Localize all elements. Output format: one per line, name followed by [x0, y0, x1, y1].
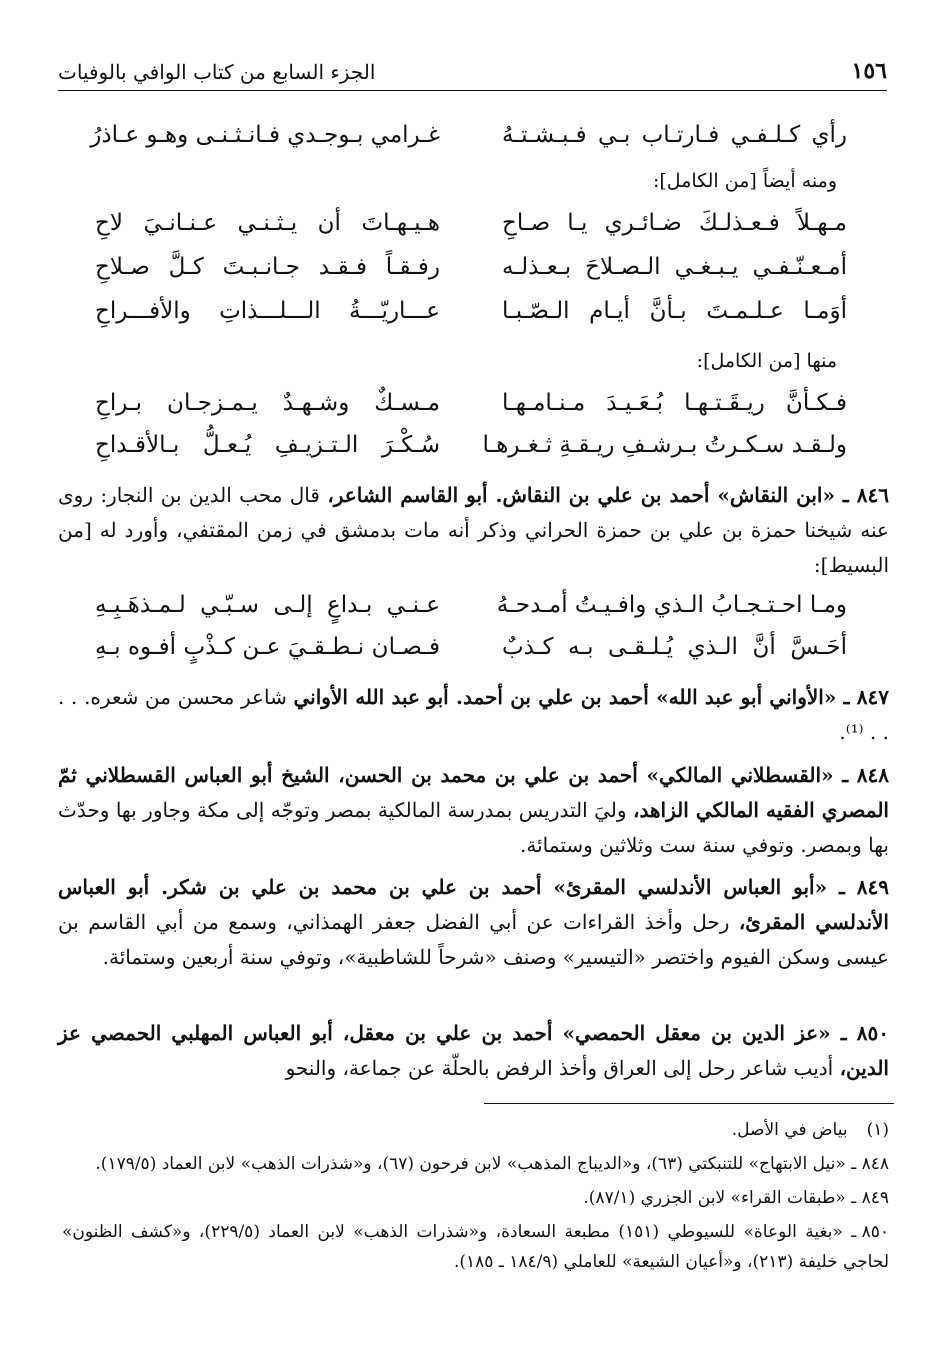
verse-line — [90, 122, 847, 164]
footnote — [62, 1149, 889, 1179]
poem-intro: منها [من الكامل]: — [696, 350, 837, 372]
footnotes — [62, 1115, 889, 1281]
verse-first-hemistich: أوَمـا عـلـمـتَ بـأنَّ أيـام الـصّـبـا — [502, 298, 847, 324]
footnote-ref: (١) — [866, 1120, 889, 1140]
entry-850 — [58, 1016, 889, 1086]
entry-848 — [58, 758, 889, 863]
entry-heading: ٨٤٦ ـ «ابن النقاش» أحمد بن علي بن النقاش. أبو القاسم الشاعر، — [327, 483, 889, 507]
footnote-ref: ٨٤٨ ـ — [851, 1154, 889, 1174]
footnote-ref: ٨٥٠ ـ — [851, 1222, 890, 1242]
footnote-ref: ٨٤٩ ـ — [851, 1188, 889, 1208]
entry-846 — [58, 478, 889, 583]
verse-line — [95, 592, 847, 634]
verse-second-hemistich: فـصـان نـطـقـيَ عـن كـذْبٍ أفـوه بـهِ — [95, 634, 440, 660]
entry-text: رحل وأخذ القراءات عن أبي الفضل جعفر الهمذاني، وسمع من أبي القاسم بن عيسى وسكن الفيوم واختصر «التيسير» وصنف «شرحاً للشاطبية»، وتوفي سنة أربعين وستمائة. — [58, 910, 889, 969]
footnote-text: «طبقات القراء» لابن الجزري (٨٧/١). — [583, 1188, 846, 1208]
verse-line — [95, 298, 847, 340]
verse-second-hemistich: سُـكْـرَ الـتـزيـفِ يُـعـلُّ بـالأقـداحِ — [95, 432, 440, 458]
entry-text: أديب شاعر رحل إلى العراق وأخذ الرفض بالحلّة عن جماعة، والنحو — [285, 1056, 840, 1080]
verse-second-hemistich: غـرامي بـوجـدي فـانـثـنـى وهـو عـاذرُ — [90, 122, 440, 148]
verse-second-hemistich: عـــاريّـــةُ الـــلـــذاتِ والأفـــراحِ — [95, 298, 440, 324]
verse-line — [95, 634, 847, 676]
entry-849 — [58, 870, 889, 975]
verse-first-hemistich: ومـا احـتـجـابُ الـذي وافـيـتُ أمـدحـهُ — [496, 592, 847, 618]
verse-second-hemistich: مـسـكٌ وشـهـدٌ يـمـزجـان بـراحِ — [95, 390, 440, 416]
verse-first-hemistich: مـهـلاً فـعـذلـكَ ضـائـري يـا صـاحِ — [502, 210, 847, 236]
entry-heading: ٨٤٨ ـ «القسطلاني المالكي» أحمد بن علي بن محمد بن الحسن، الشيخ أبو العباس القسطلاني ثمّ المصري الفقيه المالكي الزاهد، — [58, 763, 889, 822]
verse-first-hemistich: أحَـسَّ أنَّ الـذي يُـلـقـى بـه كـذبٌ — [502, 634, 847, 660]
entry-heading: ٨٤٩ ـ «أبو العباس الأندلسي المقرئ» أحمد بن علي بن محمد بن علي بن شكر. أبو العباس الأندلسي المقرئ، — [58, 875, 889, 934]
footnote-text: بياض في الأصل. — [731, 1120, 848, 1140]
verse-first-hemistich: رأي كـلـفـي فـارتـاب بـي فـبـشـتـهُ — [502, 122, 847, 148]
verse-first-hemistich: فـكـأنَّ ريـقَـتـهـا بُـعَـيـدَ مـنـامـهـا — [502, 390, 847, 416]
entry-heading: ٨٥٠ ـ «عز الدين بن معقل الحمصي» أحمد بن علي بن معقل، أبو العباس المهلبي الحمصي عز الدين، — [58, 1021, 889, 1080]
verse-line — [95, 390, 847, 432]
verse-second-hemistich: عـنـي بـداعٍ إلـى سـبّـي لـمـذهَـبِـهِ — [95, 592, 440, 618]
poem-intro: ومنه أيضاً [من الكامل]: — [652, 170, 837, 192]
verse-line — [95, 210, 847, 252]
verse-first-hemistich: أمـعـنّـفـي يـبـغـي الـصـلاحَ بـعـذلـه — [502, 254, 847, 280]
verse-line — [95, 432, 847, 474]
entry-847 — [58, 680, 889, 750]
footnote-text: «بغية الوعاة» للسيوطي (١٥١) مطبعة السعادة، و«شذرات الذهب» لابن العماد (٢٢٩/٥)، و«كشف الظنون» لحاجي خليفة (٢١٣)، و«أعيان الشيعة» للعاملي (١٨٤/٩ ـ ١٨٥). — [62, 1222, 889, 1272]
page-header — [58, 58, 887, 91]
entry-heading: ٨٤٧ ـ «الأواني أبو عبد الله» أحمد بن علي بن أحمد. أبو عبد الله الأواني — [293, 685, 889, 709]
entry-text: قال محب الدين بن النجار: روى عنه شيخنا حمزة بن علي بن حمزة الحراني وذكر أنه مات بدمشق في زمن المقتفي، وأورد له [من البسيط]: — [58, 483, 889, 577]
running-title: الجزء السابع من كتاب الوافي بالوفيات — [58, 60, 376, 84]
verse-line — [95, 254, 847, 296]
verse-first-hemistich: ولـقـد سـكـرتُ بـرشـفِ ريـقـةِ ثـغـرهـا — [482, 432, 847, 458]
footnote — [62, 1217, 889, 1277]
footnote — [62, 1183, 889, 1213]
verse-second-hemistich: هـيـهـاتَ أن يـثـنـي عـنـانـيَ لاحِ — [95, 210, 440, 236]
entry-text: وليَ التدريس بمدرسة المالكية بمصر وتوجّه إلى مكة وجاور بها وحدّث بها وبمصر. وتوفي سنة ست وثلاثين وستمائة. — [58, 798, 889, 857]
entry-text: شاعر محسن من شعره. . . . . ⁽¹⁾. — [58, 685, 889, 744]
verse-second-hemistich: رفـقـاً فـقـد جـانـبـتَ كـلَّ صـلاحِ — [95, 254, 440, 280]
footnote — [62, 1115, 889, 1145]
page-number: ١٥٦ — [851, 58, 887, 84]
footnote-text: «نيل الابتهاج» للتنبكتي (٦٣)، و«الديباج المذهب» لابن فرحون (٦٧)، و«شذرات الذهب» لابن العماد (١٧٩/٥). — [95, 1154, 846, 1174]
footnote-divider — [484, 1103, 894, 1104]
